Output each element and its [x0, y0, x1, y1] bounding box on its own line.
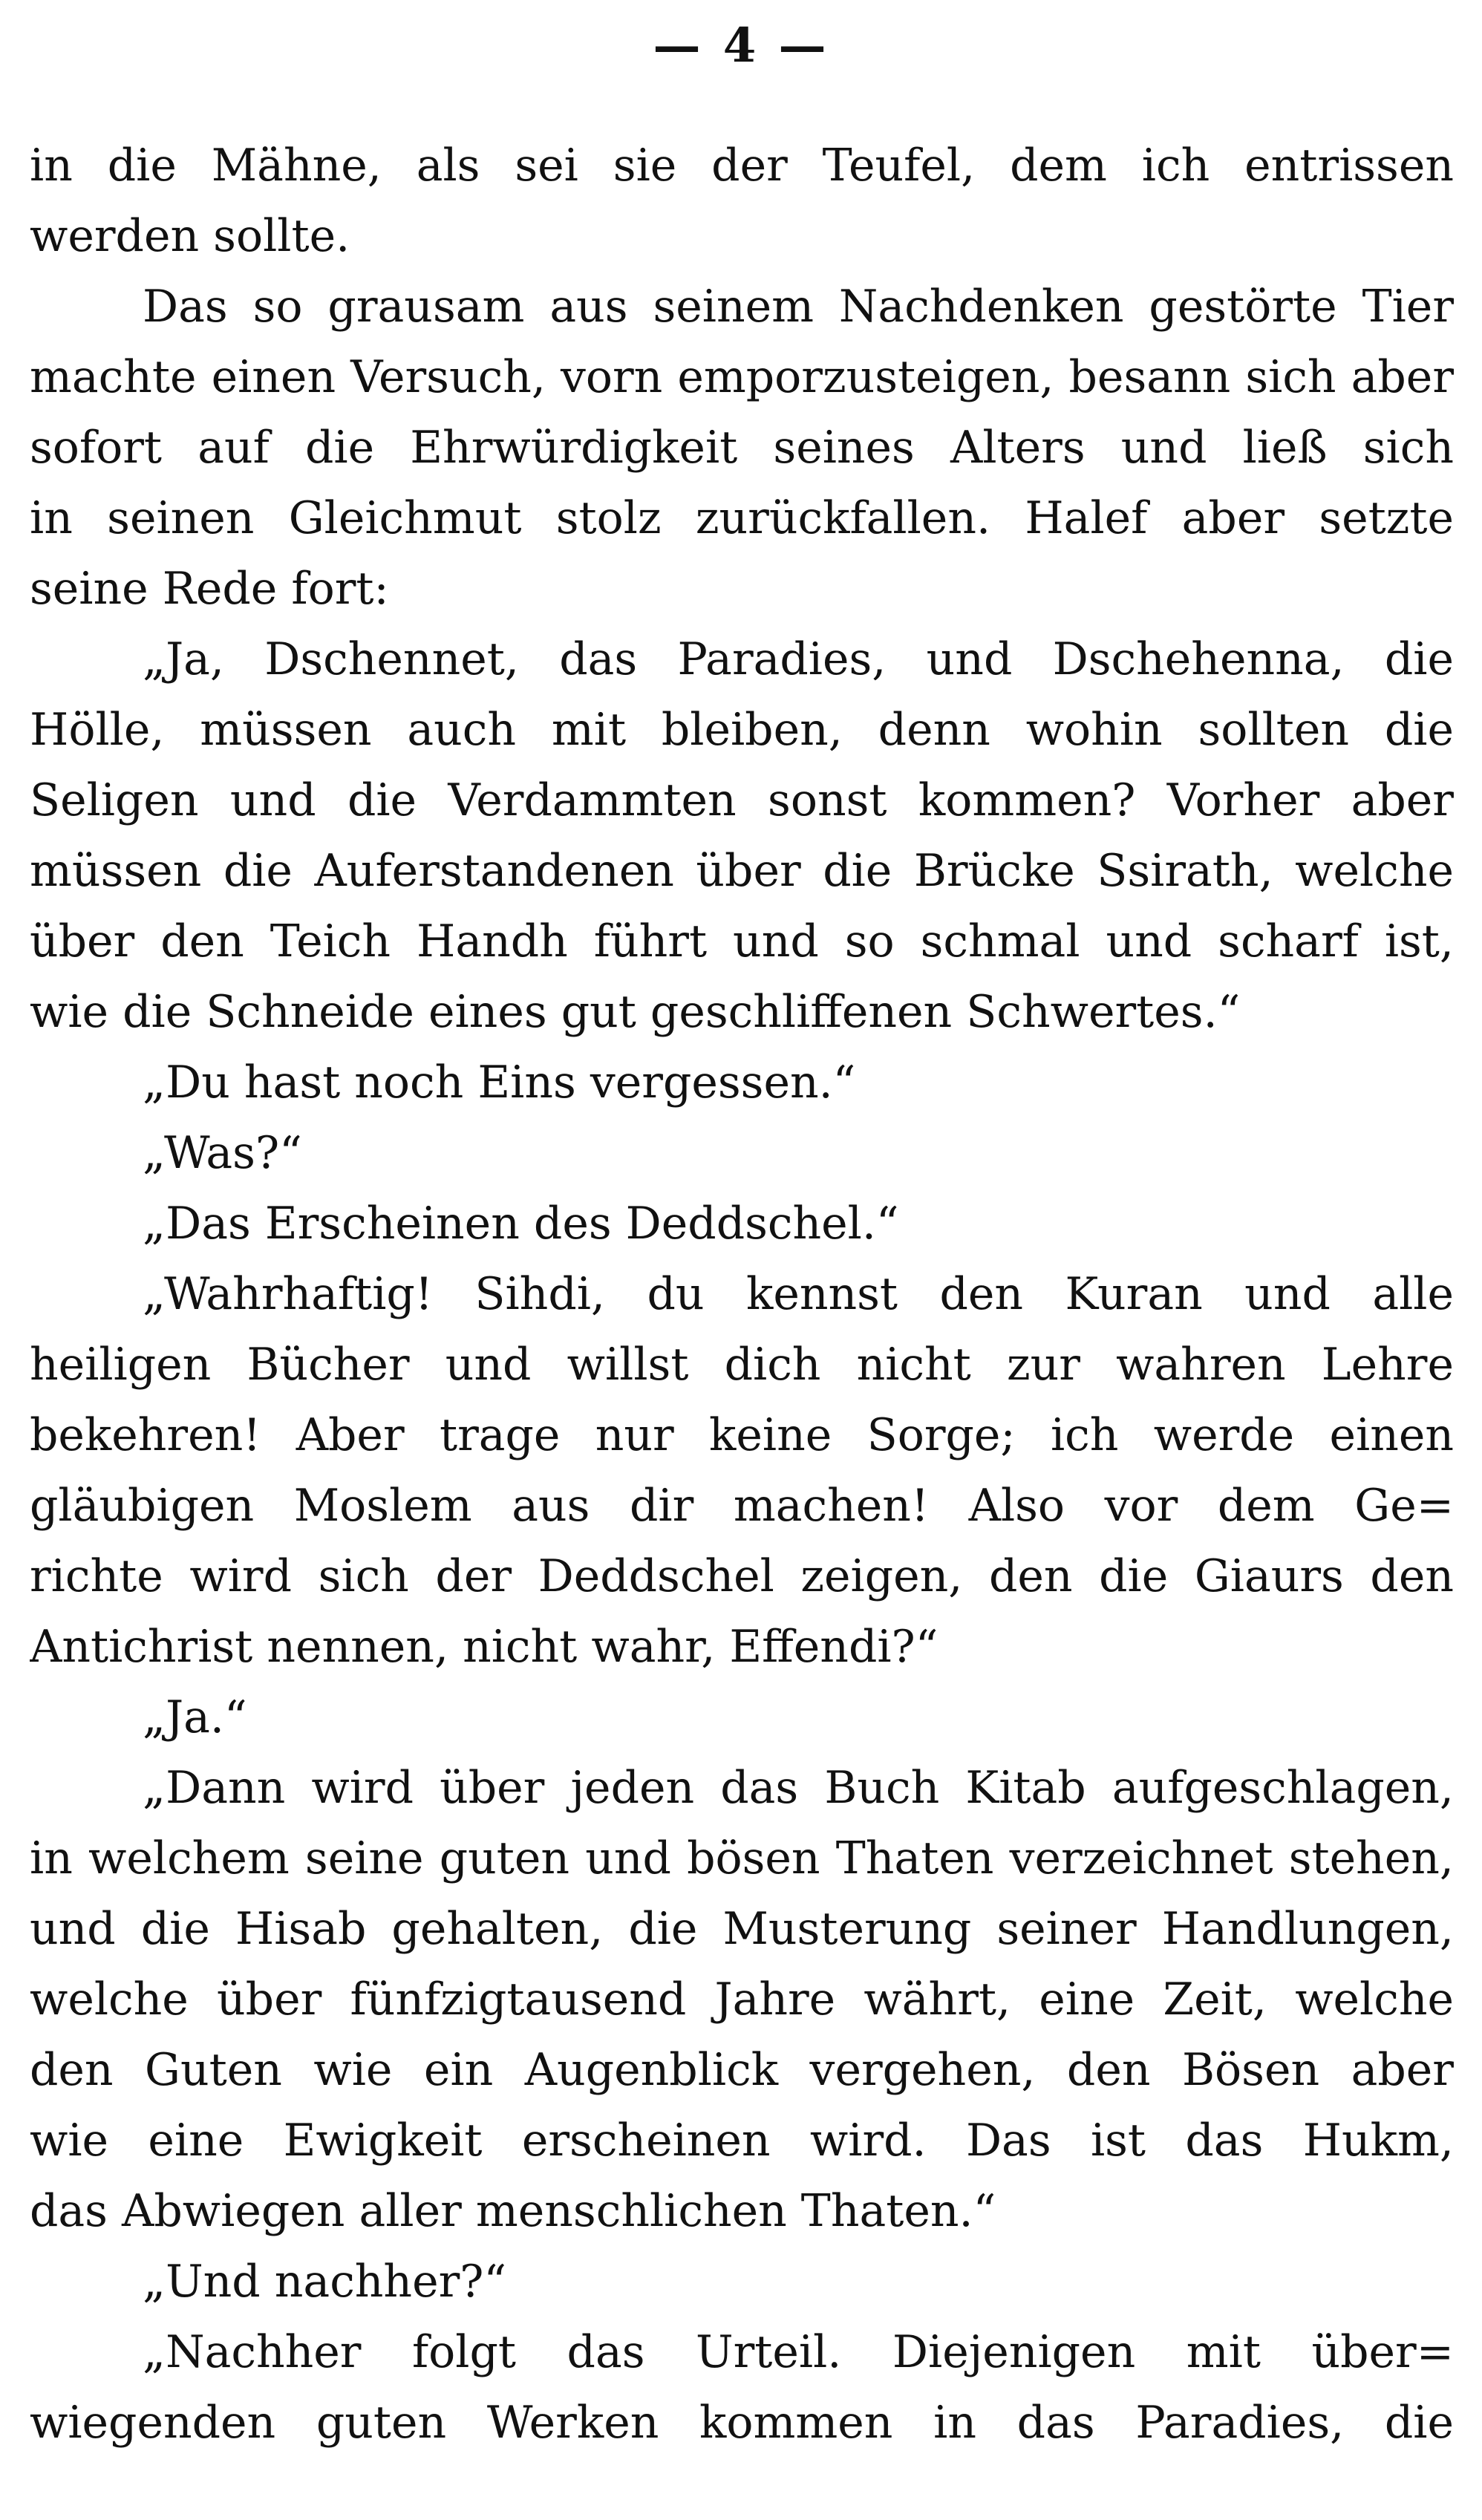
text-line: müssen die Auferstandenen über die Brücke Ssirath, welche [30, 845, 1454, 897]
text-line: „Nachher folgt das Urteil. Diejenigen mit über= [143, 2326, 1454, 2378]
text-line: Antichrist nennen, nicht wahr, Effendi?“ [30, 1621, 939, 1673]
text-line: über den Teich Handh führt und so schmal und scharf ist, [30, 915, 1454, 967]
text-line: das Abwiegen aller menschlichen Thaten.“ [30, 2185, 996, 2237]
text-line: „Du hast noch Eins vergessen.“ [143, 1057, 856, 1109]
body-text [30, 131, 1454, 2458]
text-line: wie eine Ewigkeit erscheinen wird. Das ist das Hukm, [30, 2115, 1454, 2167]
text-line: „Ja.“ [143, 1691, 247, 1743]
text-line: „Das Erscheinen des Deddschel.“ [143, 1198, 899, 1250]
text-line: den Guten wie ein Augenblick vergehen, den Bösen aber [30, 2044, 1454, 2096]
text-line: in die Mähne, als sei sie der Teufel, dem ich entrissen [30, 140, 1454, 192]
text-line: „Und nachher?“ [143, 2256, 507, 2308]
text-line: bekehren! Aber trage nur keine Sorge; ich werde einen [30, 1409, 1454, 1461]
page-number: — 4 — [653, 18, 829, 74]
text-line: in welchem seine guten und bösen Thaten verzeichnet stehen, [30, 1832, 1454, 1884]
text-line: gläubigen Moslem aus dir machen! Also vor dem Ge= [30, 1480, 1454, 1532]
text-line: Das so grausam aus seinem Nachdenken gestörte Tier [143, 281, 1454, 333]
text-line: „Wahrhaftig! Sihdi, du kennst den Kuran und alle [143, 1268, 1454, 1320]
text-line: sofort auf die Ehrwürdigkeit seines Alters und ließ sich [30, 422, 1454, 474]
text-line: wie die Schneide eines gut geschliffenen Schwertes.“ [30, 986, 1241, 1038]
text-line: „Was?“ [143, 1127, 302, 1179]
text-line: „Ja, Dschennet, das Paradies, und Dschehenna, die [143, 633, 1454, 685]
text-line: machte einen Versuch, vorn emporzusteigen, besann sich aber [30, 351, 1454, 403]
text-line: richte wird sich der Deddschel zeigen, den die Giaurs den [30, 1550, 1454, 1602]
text-line: Seligen und die Verdammten sonst kommen? Vorher aber [30, 774, 1454, 826]
text-line: in seinen Gleichmut stolz zurückfallen. Halef aber setzte [30, 492, 1454, 544]
text-line: werden sollte. [30, 210, 350, 262]
text-line: heiligen Bücher und willst dich nicht zur wahren Lehre [30, 1339, 1454, 1391]
text-line: wiegenden guten Werken kommen in das Paradies, die [30, 2397, 1454, 2449]
text-line: welche über fünfzigtausend Jahre währt, eine Zeit, welche [30, 1974, 1454, 2026]
text-line: Hölle, müssen auch mit bleiben, denn wohin sollten die [30, 704, 1454, 756]
text-line: seine Rede fort: [30, 563, 389, 615]
text-line: und die Hisab gehalten, die Musterung seiner Handlungen, [30, 1903, 1454, 1955]
text-line: „Dann wird über jeden das Buch Kitab aufgeschlagen, [143, 1762, 1454, 1814]
